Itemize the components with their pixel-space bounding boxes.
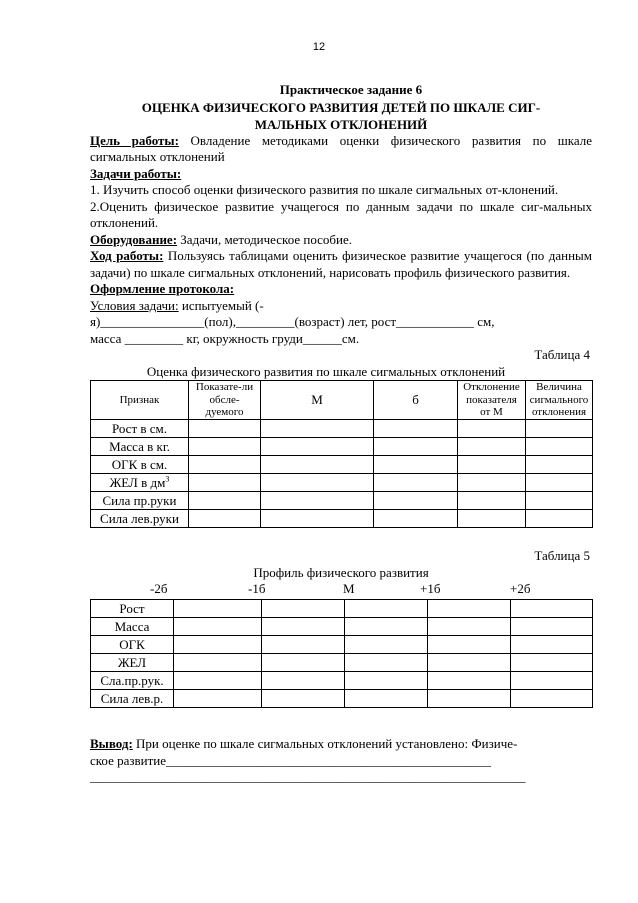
conditions-line-2: я)________________(пол),_________(возраст) лет, рост____________ см,	[90, 314, 495, 329]
empty-cell[interactable]	[345, 690, 428, 708]
goal-text: Овладение методиками оценки физического развития по шкале сигмальных отклонений	[90, 132, 592, 164]
table-row	[91, 474, 593, 492]
goal-paragraph	[90, 133, 592, 166]
row-label: Сла.пр.рук.	[91, 672, 174, 690]
empty-cell[interactable]	[526, 438, 593, 456]
empty-cell[interactable]	[458, 438, 526, 456]
conclusion-line-2: ское развитие__________________________________________________	[90, 752, 492, 768]
empty-cell[interactable]	[189, 420, 261, 438]
row-label: Сила пр.руки	[91, 492, 189, 510]
empty-cell[interactable]	[374, 456, 458, 474]
empty-cell[interactable]	[374, 420, 458, 438]
empty-cell[interactable]	[374, 438, 458, 456]
conclusion-label: Вывод:	[90, 736, 133, 751]
row-label: Масса	[91, 618, 174, 636]
equipment-text: Задачи, методическое пособие.	[177, 231, 353, 247]
empty-cell[interactable]	[174, 654, 262, 672]
conclusion-line-3: ___________________________________________________________________	[90, 769, 526, 784]
scale-label: -1б	[248, 581, 266, 596]
equipment-label: Оборудование:	[90, 231, 178, 247]
main-title-line2: МАЛЬНЫХ ОТКЛОНЕНИЙ	[254, 116, 428, 132]
empty-cell[interactable]	[174, 618, 262, 636]
empty-cell[interactable]	[511, 600, 593, 618]
empty-cell[interactable]	[189, 510, 261, 528]
row-label	[91, 474, 189, 492]
tasks-heading	[90, 166, 592, 183]
conditions-text-1: испытуемый (-	[178, 297, 264, 313]
conclusion-line-1	[90, 736, 592, 753]
table4-caption-title: Оценка физического развития по шкале сигмальных отклонений	[146, 363, 506, 379]
empty-cell[interactable]	[458, 474, 526, 492]
task-title: Практическое задание 6	[279, 82, 423, 97]
empty-cell[interactable]	[526, 420, 593, 438]
empty-cell[interactable]	[374, 474, 458, 492]
empty-cell[interactable]	[261, 474, 374, 492]
conditions-label: Условия задачи:	[90, 297, 179, 313]
table-row	[91, 690, 593, 708]
table-header-row	[91, 381, 593, 420]
table-row	[91, 672, 593, 690]
empty-cell[interactable]	[189, 474, 261, 492]
empty-cell[interactable]	[428, 618, 511, 636]
table-row	[91, 420, 593, 438]
empty-cell[interactable]	[526, 456, 593, 474]
row-label: ЖЕЛ	[91, 654, 174, 672]
empty-cell[interactable]	[526, 492, 593, 510]
table-row	[91, 492, 593, 510]
empty-cell[interactable]	[345, 618, 428, 636]
empty-cell[interactable]	[174, 672, 262, 690]
header-cell: М	[261, 381, 374, 420]
scale-label: +2б	[510, 581, 531, 596]
table-row	[91, 618, 593, 636]
table-row	[91, 510, 593, 528]
header-cell: б	[374, 381, 458, 420]
main-title-line1: ОЦЕНКА ФИЗИЧЕСКОГО РАЗВИТИЯ ДЕТЕЙ ПО ШКАЛЕ СИГ-	[141, 99, 541, 115]
row-label: ОГК в см.	[91, 456, 189, 474]
empty-cell[interactable]	[374, 510, 458, 528]
sigma-evaluation-table	[90, 380, 593, 528]
empty-cell[interactable]	[261, 420, 374, 438]
table5-caption-number: Таблица 5	[534, 548, 590, 563]
table-row	[91, 654, 593, 672]
empty-cell[interactable]	[428, 600, 511, 618]
empty-cell[interactable]	[511, 636, 593, 654]
empty-cell[interactable]	[189, 492, 261, 510]
empty-cell[interactable]	[428, 672, 511, 690]
empty-cell[interactable]	[174, 600, 262, 618]
document-body	[90, 82, 592, 786]
protocol-label: Оформление протокола:	[90, 281, 235, 296]
empty-cell[interactable]	[526, 510, 593, 528]
row-label: Масса в кг.	[91, 438, 189, 456]
empty-cell[interactable]	[174, 690, 262, 708]
tasks-label: Задачи работы:	[90, 165, 182, 181]
superscript: 3	[165, 474, 170, 484]
row-label: Рост	[91, 600, 174, 618]
table-row	[91, 456, 593, 474]
scale-label: -2б	[150, 581, 168, 596]
empty-cell[interactable]	[526, 474, 593, 492]
empty-cell[interactable]	[189, 456, 261, 474]
conditions-line-1	[90, 298, 592, 315]
table-row	[91, 600, 593, 618]
empty-cell[interactable]	[428, 690, 511, 708]
equipment-paragraph	[90, 232, 592, 249]
row-label: ОГК	[91, 636, 174, 654]
empty-cell[interactable]	[458, 456, 526, 474]
empty-cell[interactable]	[511, 618, 593, 636]
procedure-label: Ход работы:	[90, 248, 164, 263]
header-cell: Величина сигмального отклонения	[526, 381, 593, 420]
header-cell: Показате-ли обсле-дуемого	[189, 381, 261, 420]
empty-cell[interactable]	[345, 654, 428, 672]
procedure-paragraph	[90, 248, 592, 281]
empty-cell[interactable]	[374, 492, 458, 510]
empty-cell[interactable]	[174, 636, 262, 654]
procedure-text: Пользуясь таблицами оценить физическое развитие учащегося (по данным задачи) по шкале сигмальных отклонений, нарисовать профиль физического развития.	[90, 248, 592, 280]
empty-cell[interactable]	[458, 420, 526, 438]
table5-caption-title: Профиль физического развития	[253, 564, 429, 580]
row-label: Сила лев.руки	[91, 510, 189, 528]
conditions-line-3: масса _________ кг, окружность груди______см.	[90, 330, 360, 346]
sigma-scale	[90, 581, 592, 599]
goal-label: Цель работы:	[90, 132, 179, 148]
table4-caption-number: Таблица 4	[534, 347, 590, 362]
scale-label: М	[343, 581, 355, 596]
task-item-2: 2.Оценить физическое развитие учащегося по данным задачи по шкале сиг-мальных отклонений.	[90, 198, 592, 230]
empty-cell[interactable]	[345, 672, 428, 690]
empty-cell[interactable]	[262, 600, 345, 618]
empty-cell[interactable]	[262, 618, 345, 636]
protocol-heading	[90, 281, 592, 298]
empty-cell[interactable]	[262, 672, 345, 690]
empty-cell[interactable]	[262, 690, 345, 708]
empty-cell[interactable]	[458, 492, 526, 510]
empty-cell[interactable]	[458, 510, 526, 528]
empty-cell[interactable]	[261, 456, 374, 474]
scale-label: +1б	[420, 581, 441, 596]
empty-cell[interactable]	[428, 654, 511, 672]
row-label-text: ЖЕЛ в дм	[109, 474, 166, 490]
row-label: Рост в см.	[91, 420, 189, 438]
row-label: Сила лев.р.	[91, 690, 174, 708]
empty-cell[interactable]	[261, 492, 374, 510]
page-number: 12	[312, 41, 326, 53]
empty-cell[interactable]	[262, 654, 345, 672]
empty-cell[interactable]	[262, 636, 345, 654]
conclusion-text: При оценке по шкале сигмальных отклонений установлено: Физиче-	[132, 736, 518, 751]
empty-cell[interactable]	[345, 600, 428, 618]
empty-cell[interactable]	[511, 654, 593, 672]
empty-cell[interactable]	[345, 636, 428, 654]
header-cell: Признак	[91, 381, 189, 420]
empty-cell[interactable]	[511, 690, 593, 708]
table-row	[91, 438, 593, 456]
empty-cell[interactable]	[511, 672, 593, 690]
empty-cell[interactable]	[261, 438, 374, 456]
empty-cell[interactable]	[189, 438, 261, 456]
empty-cell[interactable]	[428, 636, 511, 654]
empty-cell[interactable]	[261, 510, 374, 528]
header-cell: Отклонение показателя от М	[458, 381, 526, 420]
physical-profile-table	[90, 599, 593, 708]
table-row	[91, 636, 593, 654]
task-item-1: 1. Изучить способ оценки физического развития по шкале сигмальных от-клонений.	[90, 182, 559, 197]
